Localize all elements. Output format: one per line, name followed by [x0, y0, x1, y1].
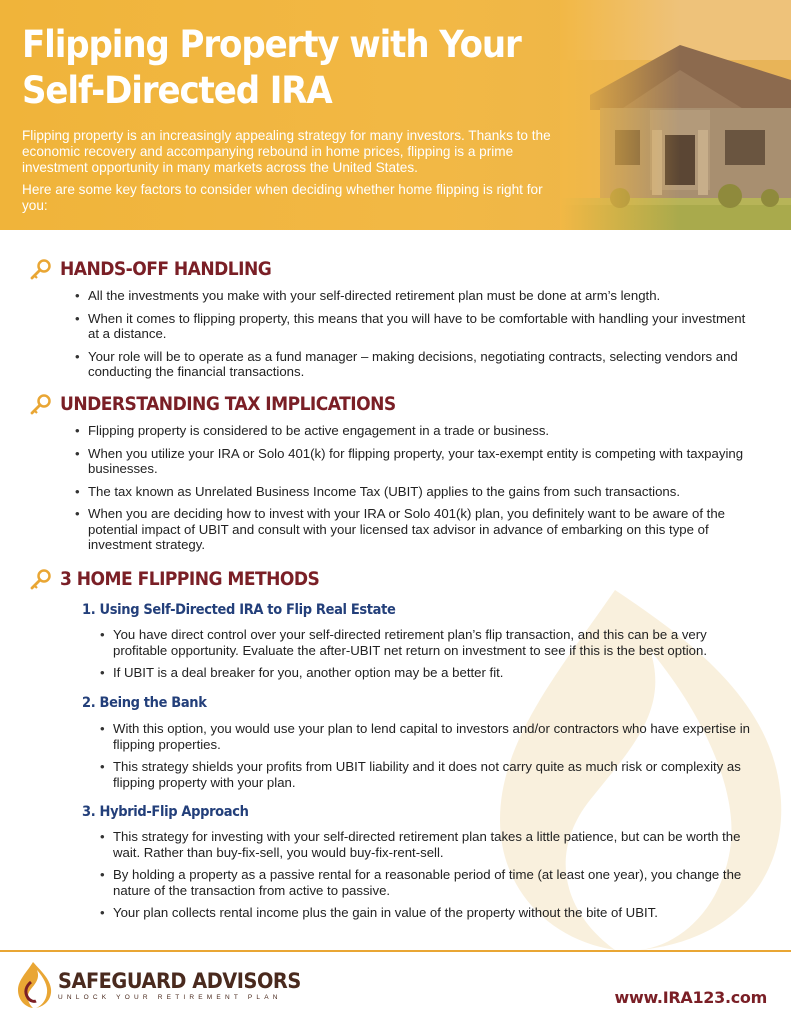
list-item: • This strategy for investing with your self-directed retirement plan takes a little patience, but can be worth the wait. Rather than buy-fix-sell, you would buy-fix-rent-sell. — [100, 829, 750, 860]
method-title: 1. Using Self-Directed IRA to Flip Real Estate — [82, 602, 396, 618]
website-link[interactable]: www.IRA123.com — [614, 988, 767, 1007]
list-item: • Your role will be to operate as a fund manager – making decisions, negotiating contracts, selecting vendors and conducting the financial transactions. — [75, 349, 755, 380]
intro-paragraph: Flipping property is an increasingly appealing strategy for many investors. Thanks to the economic recovery and accompanying rebound in home prices, flipping is a prime investment opportunity in many markets across the United States. — [22, 128, 551, 175]
intro-paragraph: Here are some key factors to consider when deciding whether home flipping is right for you: — [22, 182, 543, 213]
list-item: • Your plan collects rental income plus the gain in value of the property without the bite of UBIT. — [100, 905, 750, 921]
logo-name: SAFEGUARD ADVISORS — [58, 969, 301, 993]
footer-divider — [0, 950, 791, 952]
logo-tagline: UNLOCK YOUR RETIREMENT PLAN — [58, 994, 282, 1001]
bullet-list — [75, 288, 755, 387]
list-item: • All the investments you make with your self-directed retirement plan must be done at arm’s length. — [75, 288, 755, 304]
intro-text — [22, 128, 552, 220]
list-item: • The tax known as Unrelated Business Income Tax (UBIT) applies to the gains from such transactions. — [75, 484, 755, 500]
section-title: UNDERSTANDING TAX IMPLICATIONS — [60, 393, 396, 415]
list-item: • When you utilize your IRA or Solo 401(k) for flipping property, your tax-exempt entity is competing with taxpaying businesses. — [75, 446, 755, 477]
bullet-list — [100, 721, 750, 797]
list-item: • With this option, you would use your plan to lend capital to investors and/or contractors who have expertise in flipping properties. — [100, 721, 750, 752]
safeguard-advisors-logo — [14, 962, 322, 1008]
section-understanding-tax-implications — [30, 393, 433, 415]
section-title: 3 HOME FLIPPING METHODS — [60, 568, 320, 590]
section-hands-off-handling — [30, 258, 295, 280]
page-title: Flipping Property with Your Self-Directed IRA — [22, 23, 521, 112]
key-icon — [30, 258, 52, 280]
list-item: • You have direct control over your self-directed retirement plan’s flip transaction, and this can be a very profitable opportunity. Evaluate the after-UBIT net return on investment to see if this is the best option. — [100, 627, 750, 658]
list-item: • If UBIT is a deal breaker for you, another option may be a better fit. — [100, 665, 750, 681]
list-item: • By holding a property as a passive rental for a reasonable period of time (at least one year), you change the nature of the transaction from active to passive. — [100, 867, 750, 898]
header-banner — [0, 0, 791, 230]
bullet-list — [100, 627, 750, 688]
main-content — [0, 230, 791, 950]
method-title: 2. Being the Bank — [82, 695, 207, 711]
logo-mark-icon — [14, 962, 52, 1008]
method-title: 3. Hybrid-Flip Approach — [82, 804, 249, 820]
key-icon — [30, 568, 52, 590]
key-icon — [30, 393, 52, 415]
list-item: • When it comes to flipping property, this means that you will have to be comfortable with handling your investment at a distance. — [75, 311, 755, 342]
list-item: • This strategy shields your profits from UBIT liability and it does not carry quite as much risk or complexity as flipping property with your plan. — [100, 759, 750, 790]
section-home-flipping-methods — [30, 568, 348, 590]
list-item: • Flipping property is considered to be active engagement in a trade or business. — [75, 423, 755, 439]
bullet-list — [100, 829, 750, 928]
list-item: • When you are deciding how to invest with your IRA or Solo 401(k) plan, you definitely want to be aware of the potential impact of UBIT and consult with your licensed tax advisor in advance of embarking on this type of investment strategy. — [75, 506, 755, 553]
section-title: HANDS-OFF HANDLING — [60, 258, 272, 280]
bullet-list — [75, 423, 755, 560]
